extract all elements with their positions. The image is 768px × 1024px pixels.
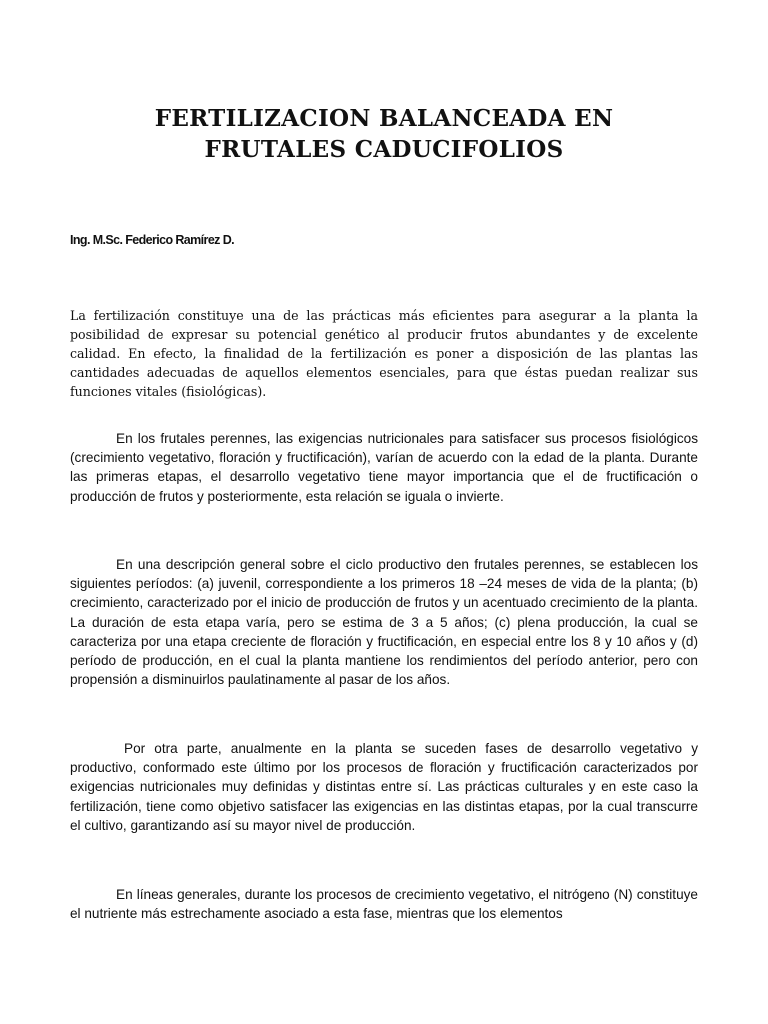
paragraph-annual-phases: Por otra parte, anualmente en la planta se suceden fases de desarrollo vegetativo y productivo, conformado este último por los procesos de floración y fructificación caracterizados por exigencias nutricionales muy definidas y distintas entre sí. Las prácticas culturales y en este caso la fertilización, tiene como objetivo satisfacer las exigencias en las distintas etapas, por la cual transcurre el cultivo, garantizando así su mayor nivel de producción. [70,741,698,833]
title-line-2: FRUTALES CADUCIFOLIOS [204,136,564,163]
paragraph-intro: La fertilización constituye una de las prácticas más eficientes para asegurar a la planta la posibilidad de expresar su potencial genético al producir frutos abundantes y de excelente calidad. En efecto, la finalidad de la fertilización es poner a disposición de las plantas las cantidades adecuadas de aquellos elementos esenciales, para que éstas puedan realizar sus funciones vitales (fisiológicas). [70,308,698,399]
paragraph-productive-cycle: En una descripción general sobre el ciclo productivo den frutales perennes, se establecen los siguientes períodos: (a) juvenil, correspondiente a los primeros 18 –24 meses de vida de la planta; (b) crecimiento, caracterizado por el inicio de producción de frutos y un acentuado crecimiento de la planta. La duración de esta etapa varía, pero se estima de 3 a 5 años; (c) plena producción, la cual se caracteriza por una etapa creciente de floración y fructificación, en especial entre los 8 y 10 años y (d) período de producción, en el cual la planta mantiene los rendimientos del período anterior, pero con propensión a disminuirlos paulatinamente al pasar de los años. [70,557,698,688]
paragraph-nutritional-needs: En los frutales perennes, las exigencias nutricionales para satisfacer sus procesos fisiológicos (crecimiento vegetativo, floración y fructificación), varían de acuerdo con la edad de la planta. Durante las primeras etapas, el desarrollo vegetativo tiene mayor importancia que el de fructificación o producción de frutos y posteriormente, esta relación se iguala o invierte. [70,431,698,504]
title-line-1: FERTILIZACION BALANCEADA EN [154,105,614,132]
author-line: Ing. M.Sc. Federico Ramírez D. [70,233,234,247]
document-title [70,103,698,165]
paragraph-nitrogen: En líneas generales, durante los procesos de crecimiento vegetativo, el nitrógeno (N) constituye el nutriente más estrechamente asociado a esta fase, mientras que los elementos [70,887,698,922]
